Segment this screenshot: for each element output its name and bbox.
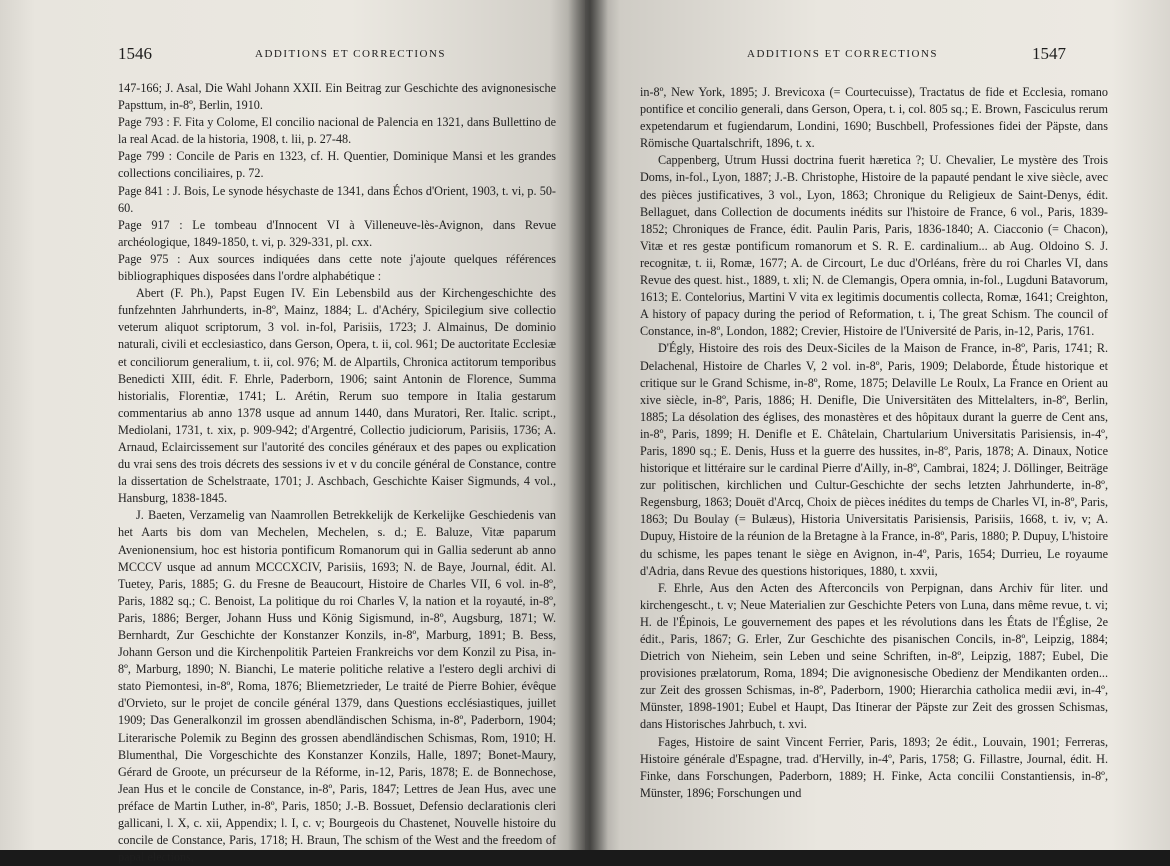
page-number: 1546 — [118, 44, 152, 63]
page-reference-entry: Page 975 : Aux sources indiquées dans cette note j'ajoute quelques références bibliographiques disposées dans l'ordre alphabétique : — [118, 251, 556, 284]
bibliography-paragraph: Abert (F. Ph.), Papst Eugen IV. Ein Lebensbild aus der Kirchengeschichte des funfzehnten Jahrhunderts, in-8º, Mainz, 1884; L. d'Achéry, Spicilegium sive collectio veterum aliquot scriptorum, 3 vol. in-fol, Parisiis, 1723; J. Almainus, De dominio naturali, civili et ecclesiastico, dans Gerson, Opera, t. ii, col. 961; De auctoritate Ecclesiæ et conciliorum generalium, t. ii, col. 976; M. de Alpartils, Chronica actitorum temporibus Benedicti XIII, édit. F. Ehrle, Paderborn, 1906; saint Antonin de Florence, Summa historialis, Florentiæ, 1741; L. Arétin, Rerum suo tempore in Italia gestarum commentarius ab anno 1378 usque ad annum 1440, dans Muratori, Rer. Italic. script., Mediolani, 1731, t. xix, p. 909-942; d'Argentré, Collectio judiciorum, Parisiis, 1736; A. Arnaud, Eclaircissement sur l'autorité des conciles généraux et des papes ou explication du vrai sens des trois décrets des sessions iv et v du concile général de Constance, contre la dissertation de Schelstraate, 1701; J. Aschbach, Geschichte Kaiser Sigmunds, 4 vol., Hansburg, 1838-1845. — [118, 286, 556, 506]
bibliography-paragraph: F. Ehrle, Aus den Acten des Afterconcils von Perpignan, dans Archiv für liter. und kirchengescht., t. v; Neue Materialien zur Geschichte Peters von Luna, dans même revue, t. vi; H. de l'Épinois, Le gouvernement des papes et les révolutions dans les États de l'Église, 2e édit., Paris, 1867; G. Erler, Zur Geschichte des pisanischen Concils, in-8º, Leipzig, 1884; Dietrich von Nieheim, sein Leben und seine Schriften, in-8º, Leipzig, 1887; Eubel, Die provisiones prælatorum, Roma, 1894; Die avignonesische Obedienz der Mendikanten orden... zur Zeit des grossen Schismas, in-8º, Paderborn, 1900; Hierarchia catholica medii ævi, in-4º, Münster, 1898-1901; Eubel et Haupt, Das Itinerar der Päpste zur Zeit des grossen Schismas, dans Historisches Jahrbuch, t. xvi. — [640, 580, 1108, 732]
running-head: ADDITIONS ET CORRECTIONS — [255, 48, 447, 60]
right-page-text — [640, 84, 1108, 802]
bibliography-paragraph: Cappenberg, Utrum Hussi doctrina fuerit hæretica ?; U. Chevalier, Le mystère des Trois Doms, in-fol., Lyon, 1887; J.-B. Christophe, Histoire de la papauté pendant le xive siècle, avec des pièces justificatives, 3 vol., Lyon, 1863; Chronique du Religieux de Saint-Denys, édit. Bellaguet, dans Collection de documents inédits sur l'histoire de France, 6 vol., Paris, 1839-1852; Chroniques de France, édit. Paulin Paris, Paris, 1836-1840; A. Ciacconio (= Chacon), Vitæ et res gestæ pontificum romanorum et S. R. E. cardinalium... ab Aug. Oldoino S. J. recognitæ, t. ii, Romæ, 1677; A. de Circourt, Le duc d'Orléans, frère du roi Charles VI, dans Revue des quest. hist., 1889, t. xli; N. de Clemangis, Opera omnia, in-fol., Lugduni Batavorum, 1613; E. Contelorius, Martini V vita ex legitimis documentis collecta, Romæ, 1641; Creighton, A history of papacy during the period of Reformation, t. i, The great Schism. The council of Constance, in-8º, London, 1882; Crevier, Histoire de l'Université de Paris, in-12, Paris, 1761. — [640, 153, 1108, 339]
book-gutter-shadow — [568, 0, 608, 850]
page-reference-entry: Page 799 : Concile de Paris en 1323, cf. H. Quentier, Dominique Mansi et les grandes collections conciliaires, p. 72. — [118, 149, 556, 181]
page-reference-entry: Page 793 : F. Fita y Colome, El concilio nacional de Palencia en 1321, dans Bullettino de la real Acad. de la historia, 1908, t. lii, p. 27-48. — [118, 115, 556, 147]
left-page — [0, 0, 585, 865]
paragraph: 147-166; J. Asal, Die Wahl Johann XXII. Ein Beitrag zur Geschichte des avignonesische Papsttum, in-8º, Berlin, 1910. — [118, 81, 556, 113]
bibliography-paragraph: Fages, Histoire de saint Vincent Ferrier, Paris, 1893; 2e édit., Louvain, 1901; Ferreras, Histoire générale d'Espagne, trad. d'Hervilly, in-4º, Paris, 1758; G. Fillastre, Journal, édit. H. Finke, dans Forschungen, Paderborn, 1889; H. Finke, Acta concilii Constantiensis, in-8º, Münster, 1896; Forschungen und — [640, 734, 1108, 800]
left-page-text — [118, 80, 556, 866]
bibliography-paragraph: J. Baeten, Verzamelig van Naamrollen Betrekkelijk de Kerkelijke Geschiedenis van het Aarts bis dom van Mechelen, Mechelen, s. d.; E. Baluze, Vitæ paparum Avenionensium, hoc est historia pontificum Romanorum qui in Gallia sederunt ab anno MCCCV usque ad annum MCCCXCIV, Parisiis, 1693; N. de Baye, Journal, édit. Al. Tuetey, Paris, 1885; G. du Fresne de Beaucourt, Histoire de Charles VII, 6 vol. in-8º, Paris, 1882 sq.; C. Benoist, La politique du roi Charles V, la nation et la royauté, in-8º, Paris, 1886; Berger, Johann Huss und König Sigismund, in-8º, Augsburg, 1871; W. Bernhardt, Zur Geschichte der Konstanzer Konzils, in-8º, Marburg, 1891; B. Bess, Johann Gerson und die Kirchenpolitik Parteien Frankreichs vor dem Konzil zu Pisa, in-8º, Marburg, 1890; N. Bianchi, Le materie politiche relative a l'estero degli archivi di stato Piemontesi, in-8º, Roma, 1876; Bliemetzrieder, Le traité de Pierre Bohier, évêque d'Orvieto, sur le projet de concile général 1379, dans Questions ecclésiastiques, juillet 1909; Das Generalkonzil im grossen abendländischen Schisma, in-8º, Paderborn, 1904; Literarische Polemik zu Beginn des grossen abendländischen Schismas, Rom, 1910; H. Blumenthal, Die Vorgeschichte des Konstanzer Konzils, Halle, 1897; Bonet-Maury, Gérard de Groote, un précurseur de la Réforme, in-12, Paris, 1878; E. de Bonnechose, Jean Hus et le concile de Constance, in-8º, Paris, 1847; Lettres de Jean Hus, avec une préface de Martin Luther, in-8º, Paris, 1850; J.-B. Bossuet, Defensio declarationis cleri gallicani, l. X, c. xii, Appendix; l. I, c. v; Bourgeois du Chastenet, Nouvelle histoire du concile de Constance, Paris, 1718; H. Braun, The schism of the West and the freedom of papal elections, — [118, 508, 556, 865]
page-reference-entry: Page 841 : J. Bois, Le synode hésychaste de 1341, dans Échos d'Orient, 1903, t. vi, p. 50-60. — [118, 183, 556, 215]
bibliography-paragraph: D'Égly, Histoire des rois des Deux-Siciles de la Maison de France, in-8º, Paris, 1741; R. Delachenal, Histoire de Charles V, 2 vol. in-8º, Paris, 1909; Delaborde, Étude historique et critique sur le Grand Schisme, in-8º, Rome, 1875; Delaville Le Roulx, La France en Orient au xive siècle, in-8º, Paris, 1886; H. Denifle, Die Universitäten des Mittelalters, in-8º, Berlin, 1885; La désolation des églises, des monastères et des hôpitaux durant la guerre de Cent ans, in-8º, Paris, 1899; H. Denifle et E. Châtelain, Chartularium Universitatis Parisiensis, in-4º, Paris, 1890 sq.; E. Denis, Huss et la guerre des hussites, in-8º, Paris, 1878; A. Dinaux, Notice historique et littéraire sur le cardinal Pierre d'Ailly, in-8º, Cambrai, 1824; J. Döllinger, Beiträge zur politischen, kirchlichen und Cultur-Geschichte der sechs letzten Jahrhunderte, in-8º, Regensburg, 1863; Douët d'Arcq, Choix de pièces inédites du temps de Charles VI, in-8º, Paris, 1863; Du Boulay (= Bulæus), Historia Universitatis Parisiensis, Parisiis, 1668, t. iv, v; A. Dupuy, Histoire de la réunion de la Bretagne à la France, in-8º, Paris, 1880; P. Dupuy, L'histoire du schisme, les papes tenant le siège en Avignon, in-4º, Paris, 1654; Durrieu, Le royaume d'Adria, dans Revue des questions historiques, 1880, t. xxvii, — [640, 341, 1108, 578]
page-number: 1547 — [1032, 44, 1066, 63]
right-page — [585, 0, 1170, 850]
bibliography-paragraph: in-8º, New York, 1895; J. Brevicoxa (= Courtecuisse), Tractatus de fide et Ecclesia, romano pontifice et concilio generali, dans Gerson, Opera, t. i, col. 805 sq.; E. Brown, Fasciculus rerum expetendarum et fugiendarum, Londini, 1690; Buschbell, Professiones fidei der Päpste, dans Römische Quartalschrift, 1896, t. x. — [640, 85, 1108, 151]
page-reference-entry: Page 917 : Le tombeau d'Innocent VI à Villeneuve-lès-Avignon, dans Revue archéologique, 1849-1850, t. vi, p. 329-331, pl. cxx. — [118, 217, 556, 249]
running-head: ADDITIONS ET CORRECTIONS — [747, 48, 939, 60]
